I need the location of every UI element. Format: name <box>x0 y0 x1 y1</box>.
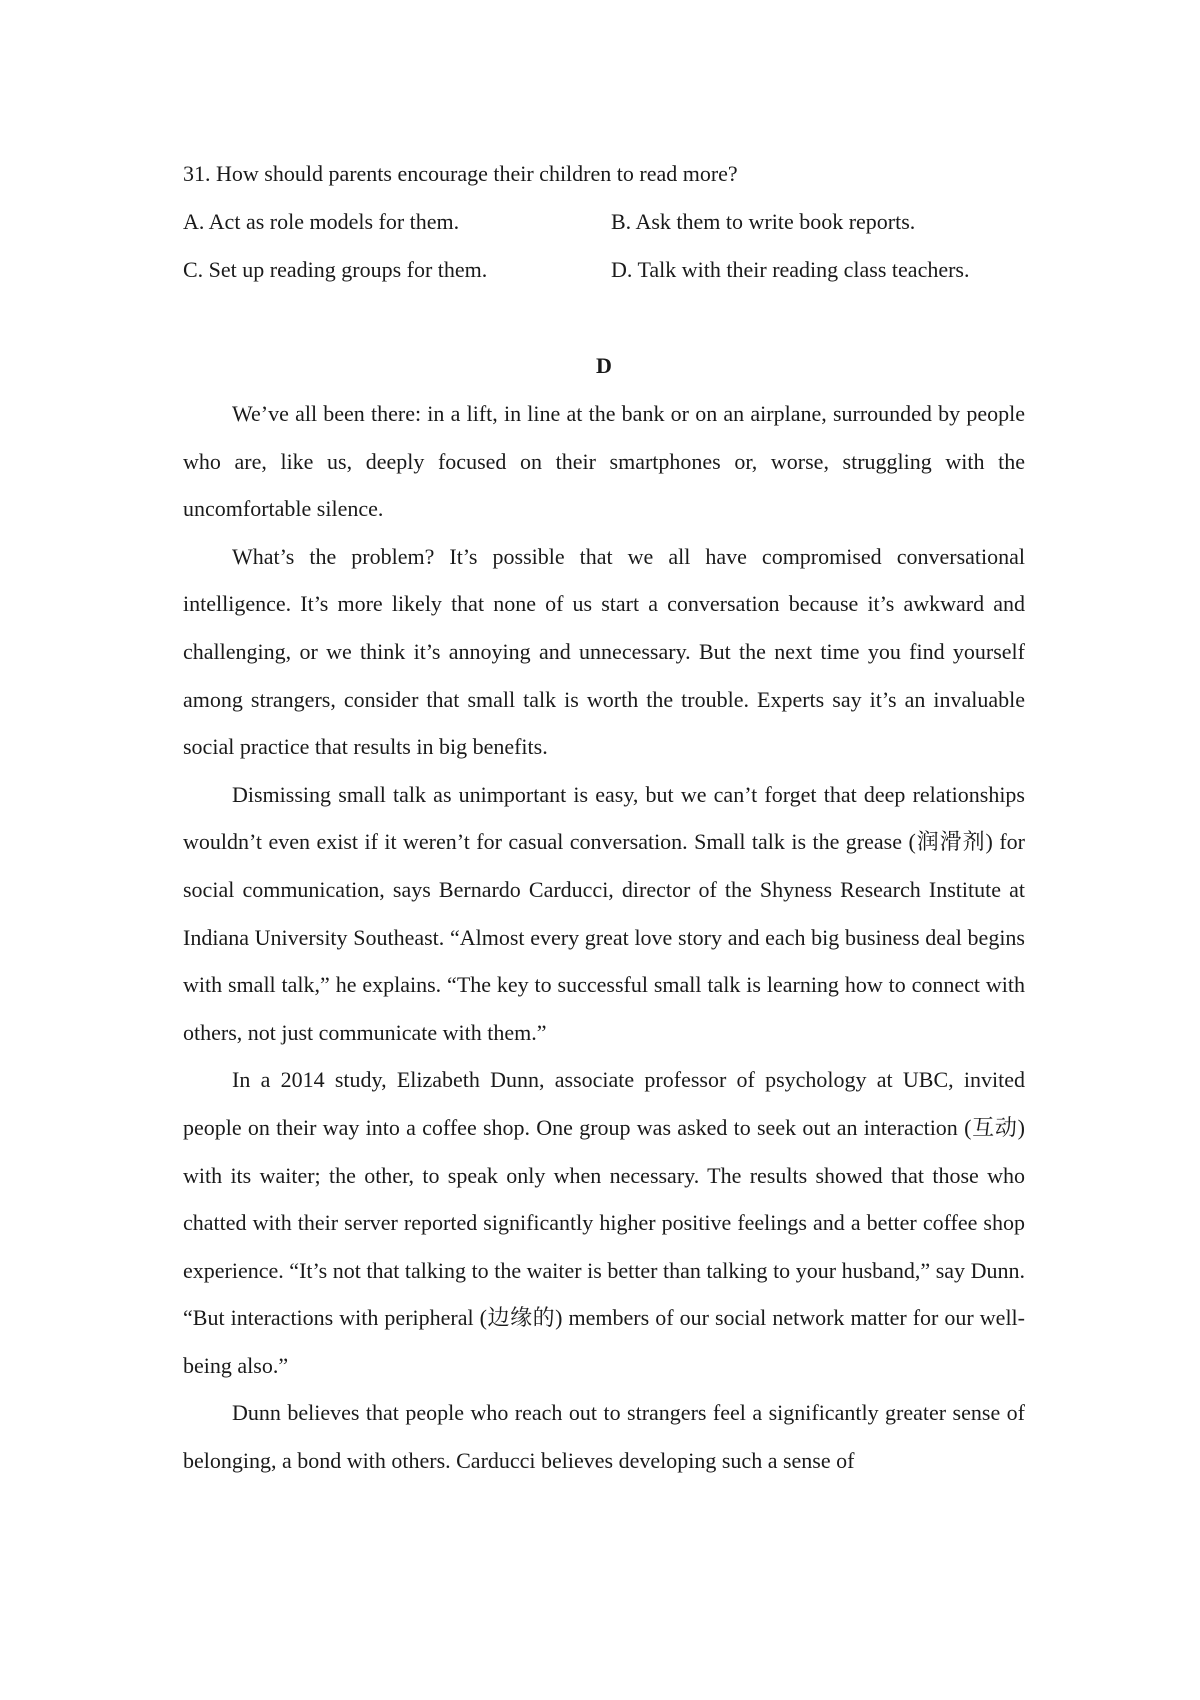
question-stem: 31. How should parents encourage their children to read more? <box>183 161 738 186</box>
exam-page <box>183 150 1025 1485</box>
passage-paragraph-1: We’ve all been there: in a lift, in line at the bank or on an airplane, surrounded by people who are, like us, deeply focused on their smartphones or, worse, struggling with the uncomfortable silence. <box>183 401 1025 522</box>
passage-paragraph-5: Dunn believes that people who reach out to strangers feel a significantly greater sense of belonging, a bond with others. Carducci believes developing such a sense of <box>183 1400 1025 1474</box>
option-b[interactable]: B. Ask them to write book reports. <box>611 209 916 234</box>
option-c[interactable]: C. Set up reading groups for them. <box>183 257 488 282</box>
passage-paragraph-4: In a 2014 study, Elizabeth Dunn, associate professor of psychology at UBC, invited people on their way into a coffee shop. One group was asked to seek out an interaction (互动) with its waiter; the other, to speak only when necessary. The results showed that those who chatted with their server reported significantly higher positive feelings and a better coffee shop experience. “It’s not that talking to the waiter is better than talking to your husband,” say Dunn. “But interactions with peripheral (边缘的) members of our social network matter for our well-being also.” <box>183 1067 1025 1378</box>
answer-options <box>183 198 1025 294</box>
passage-paragraph-2: What’s the problem? It’s possible that we all have compromised conversational intelligence. It’s more likely that none of us start a conversation because it’s awkward and challenging, or we think it’s annoying and unnecessary. But the next time you find yourself among strangers, consider that small talk is worth the trouble. Experts say it’s an invaluable social practice that results in big benefits. <box>183 543 1025 760</box>
option-a[interactable]: A. Act as role models for them. <box>183 209 460 234</box>
section-heading: D <box>596 353 612 378</box>
option-d[interactable]: D. Talk with their reading class teachers. <box>611 257 970 282</box>
passage-paragraph-3: Dismissing small talk as unimportant is easy, but we can’t forget that deep relationships wouldn’t even exist if it weren’t for casual conversation. Small talk is the grease (润滑剂) for social communication, says Bernardo Carducci, director of the Shyness Research Institute at Indiana University Southeast. “Almost every great love story and each big business deal begins with small talk,” he explains. “The key to successful small talk is learning how to connect with others, not just communicate with them.” <box>183 781 1025 1045</box>
